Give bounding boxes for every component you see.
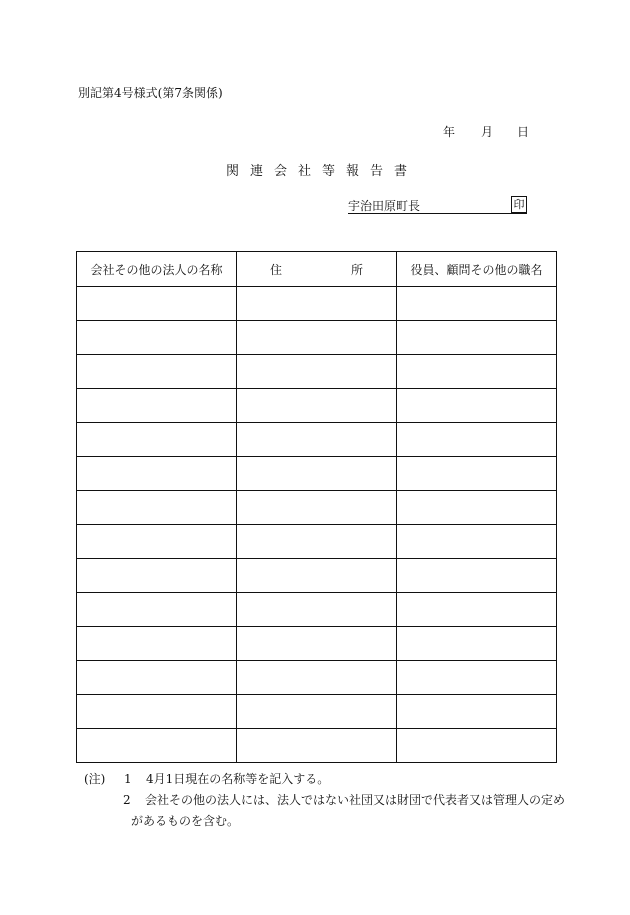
table-row [77, 423, 557, 457]
name-cell[interactable] [77, 491, 237, 525]
table-row [77, 525, 557, 559]
name-cell[interactable] [77, 559, 237, 593]
address-cell[interactable] [237, 287, 397, 321]
position-cell[interactable] [397, 321, 557, 355]
header-position: 役員、顧問その他の職名 [397, 252, 557, 287]
table-row [77, 491, 557, 525]
table-row [77, 593, 557, 627]
table-row [77, 661, 557, 695]
address-cell[interactable] [237, 661, 397, 695]
header-company-name: 会社その他の法人の名称 [77, 252, 237, 287]
address-cell[interactable] [237, 457, 397, 491]
name-cell[interactable] [77, 321, 237, 355]
address-cell[interactable] [237, 729, 397, 763]
name-cell[interactable] [77, 695, 237, 729]
address-cell[interactable] [237, 525, 397, 559]
position-cell[interactable] [397, 423, 557, 457]
position-cell[interactable] [397, 627, 557, 661]
table-row [77, 729, 557, 763]
name-cell[interactable] [77, 389, 237, 423]
address-cell[interactable] [237, 423, 397, 457]
note-1-text: 4月1日現在の名称等を記入する。 [146, 772, 330, 786]
table-row [77, 627, 557, 661]
table-header-row [77, 252, 557, 287]
note-2 [123, 790, 565, 832]
notes-label: (注) [84, 772, 106, 786]
form-reference: 別記第4号様式(第7条関係) [78, 86, 223, 100]
name-cell[interactable] [77, 593, 237, 627]
address-cell[interactable] [237, 491, 397, 525]
name-cell[interactable] [77, 729, 237, 763]
position-cell[interactable] [397, 695, 557, 729]
name-cell[interactable] [77, 457, 237, 491]
address-cell[interactable] [237, 321, 397, 355]
note-1-number: 1 [124, 772, 132, 786]
table-row [77, 389, 557, 423]
addressee-name: 宇治田原町長 [348, 199, 421, 213]
seal-mark: 印 [511, 196, 527, 213]
table-row [77, 457, 557, 491]
address-cell[interactable] [237, 355, 397, 389]
position-cell[interactable] [397, 491, 557, 525]
header-address-left: 住 [270, 262, 283, 277]
name-cell[interactable] [77, 423, 237, 457]
table-body [77, 287, 557, 763]
note-2-text: 会社その他の法人には、法人ではない社団又は財団で代表者又は管理人の定め [145, 793, 566, 807]
position-cell[interactable] [397, 389, 557, 423]
address-cell[interactable] [237, 593, 397, 627]
position-cell[interactable] [397, 661, 557, 695]
date-day-label: 日 [517, 125, 530, 139]
header-address [237, 252, 397, 287]
position-cell[interactable] [397, 355, 557, 389]
address-cell[interactable] [237, 389, 397, 423]
position-cell[interactable] [397, 593, 557, 627]
name-cell[interactable] [77, 287, 237, 321]
address-cell[interactable] [237, 627, 397, 661]
name-cell[interactable] [77, 627, 237, 661]
addressee-line [348, 197, 527, 214]
name-cell[interactable] [77, 525, 237, 559]
position-cell[interactable] [397, 457, 557, 491]
document-title: 関連会社等報告書 [226, 164, 419, 179]
address-cell[interactable] [237, 559, 397, 593]
position-cell[interactable] [397, 525, 557, 559]
position-cell[interactable] [397, 729, 557, 763]
date-year-label: 年 [443, 125, 456, 139]
name-cell[interactable] [77, 355, 237, 389]
note-2-text-continued: があるものを含む。 [131, 814, 240, 828]
date-month-label: 月 [481, 125, 494, 139]
table-row [77, 559, 557, 593]
name-cell[interactable] [77, 661, 237, 695]
address-cell[interactable] [237, 695, 397, 729]
header-address-right: 所 [350, 262, 363, 277]
position-cell[interactable] [397, 287, 557, 321]
table-row [77, 355, 557, 389]
table-row [77, 321, 557, 355]
table-row [77, 695, 557, 729]
report-table [76, 251, 557, 763]
notes-section [84, 769, 329, 790]
position-cell[interactable] [397, 559, 557, 593]
note-2-number: 2 [123, 793, 131, 807]
table-row [77, 287, 557, 321]
